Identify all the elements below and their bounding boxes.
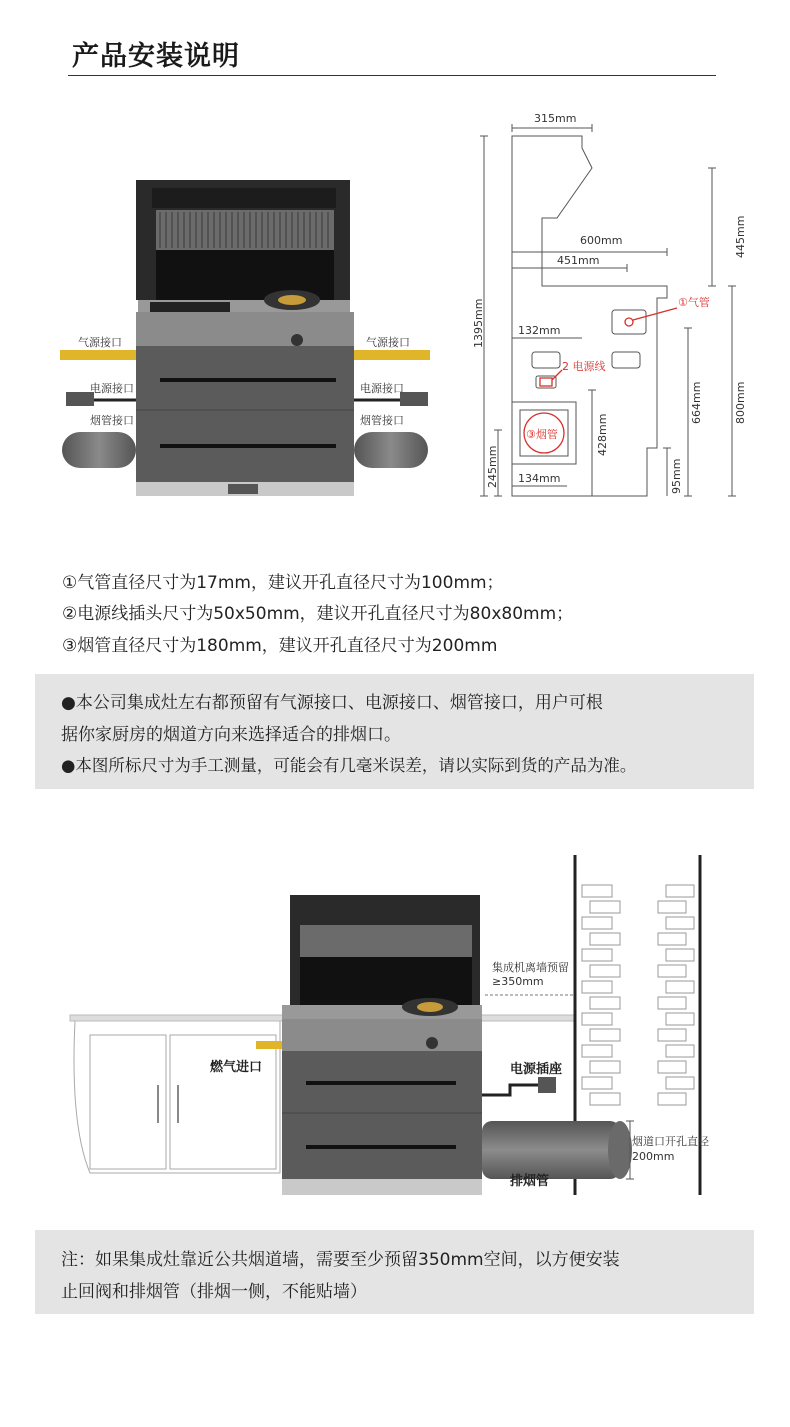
title-divider: [68, 75, 716, 76]
callout-power-cord: 2 电源线: [562, 360, 606, 373]
label-hole-2: 200mm: [632, 1150, 675, 1163]
spec-gas-pipe: ①气管直径尺寸为17mm，建议开孔直径尺寸为100mm；: [62, 573, 504, 593]
dim-95: 95mm: [670, 458, 683, 494]
stove-front-diagram: [40, 150, 440, 510]
dim-134: 134mm: [518, 472, 561, 485]
spec-flue-pipe: ③烟管直径尺寸为180mm，建议开孔直径尺寸为200mm: [62, 636, 498, 656]
footer-note-line-2: 止回阀和排烟管（排烟一侧，不能贴墙）: [61, 1282, 367, 1302]
label-hole-1: 烟道口开孔直径: [632, 1135, 709, 1148]
label-power-right: 电源接口: [360, 382, 404, 395]
exhaust-pipe: [482, 1121, 620, 1179]
dim-245: 245mm: [486, 445, 499, 488]
note-line-2: 据你家厨房的烟道方向来选择适合的排烟口。: [61, 725, 401, 745]
notes-box: [35, 674, 754, 789]
dim-132: 132mm: [518, 324, 561, 337]
label-power-socket: 电源插座: [510, 1062, 563, 1077]
callout-gas-pipe: ①气管: [678, 296, 710, 309]
note-line-3: ●本图所标尺寸为手工测量，可能会有几毫米误差，请以实际到货的产品为准。: [61, 756, 637, 775]
label-gas-left: 气源接口: [78, 336, 122, 349]
footer-note-box: [35, 1230, 754, 1314]
flue-duct-left: [62, 432, 136, 468]
dim-428: 428mm: [596, 413, 609, 456]
label-exhaust-pipe: 排烟管: [510, 1174, 550, 1189]
dim-1395: 1395mm: [472, 298, 485, 348]
dimension-side-diagram: [462, 108, 762, 508]
spec-power-plug: ②电源线插头尺寸为50x50mm，建议开孔直径尺寸为80x80mm；: [62, 604, 574, 624]
gas-pipe-right: [354, 350, 430, 360]
dim-445: 445mm: [734, 215, 747, 258]
dim-664: 664mm: [690, 381, 703, 424]
footer-note-line-1: 注：如果集成灶靠近公共烟道墙，需要至少预留350mm空间，以方便安装: [61, 1250, 620, 1270]
dim-800: 800mm: [734, 381, 747, 424]
label-clearance-2: ≥350mm: [492, 975, 544, 988]
note-line-1: ●本公司集成灶左右都预留有气源接口、电源接口、烟管接口，用户可根: [61, 693, 603, 713]
label-clearance-1: 集成机离墙预留: [492, 961, 569, 974]
power-plug-right: [400, 392, 428, 406]
page-title: 产品安装说明: [72, 41, 240, 72]
label-gas-right: 气源接口: [366, 336, 410, 349]
installation-scene-diagram: [60, 855, 720, 1205]
dim-315: 315mm: [534, 112, 577, 125]
callout-flue: ③烟管: [526, 428, 558, 441]
flue-duct-right: [354, 432, 428, 468]
label-flue-right: 烟管接口: [360, 414, 404, 427]
label-gas-inlet: 燃气进口: [210, 1060, 263, 1075]
label-power-left: 电源接口: [90, 382, 134, 395]
label-flue-left: 烟管接口: [90, 414, 134, 427]
gas-pipe-left: [60, 350, 136, 360]
dim-600: 600mm: [580, 234, 623, 247]
dim-451: 451mm: [557, 254, 600, 267]
